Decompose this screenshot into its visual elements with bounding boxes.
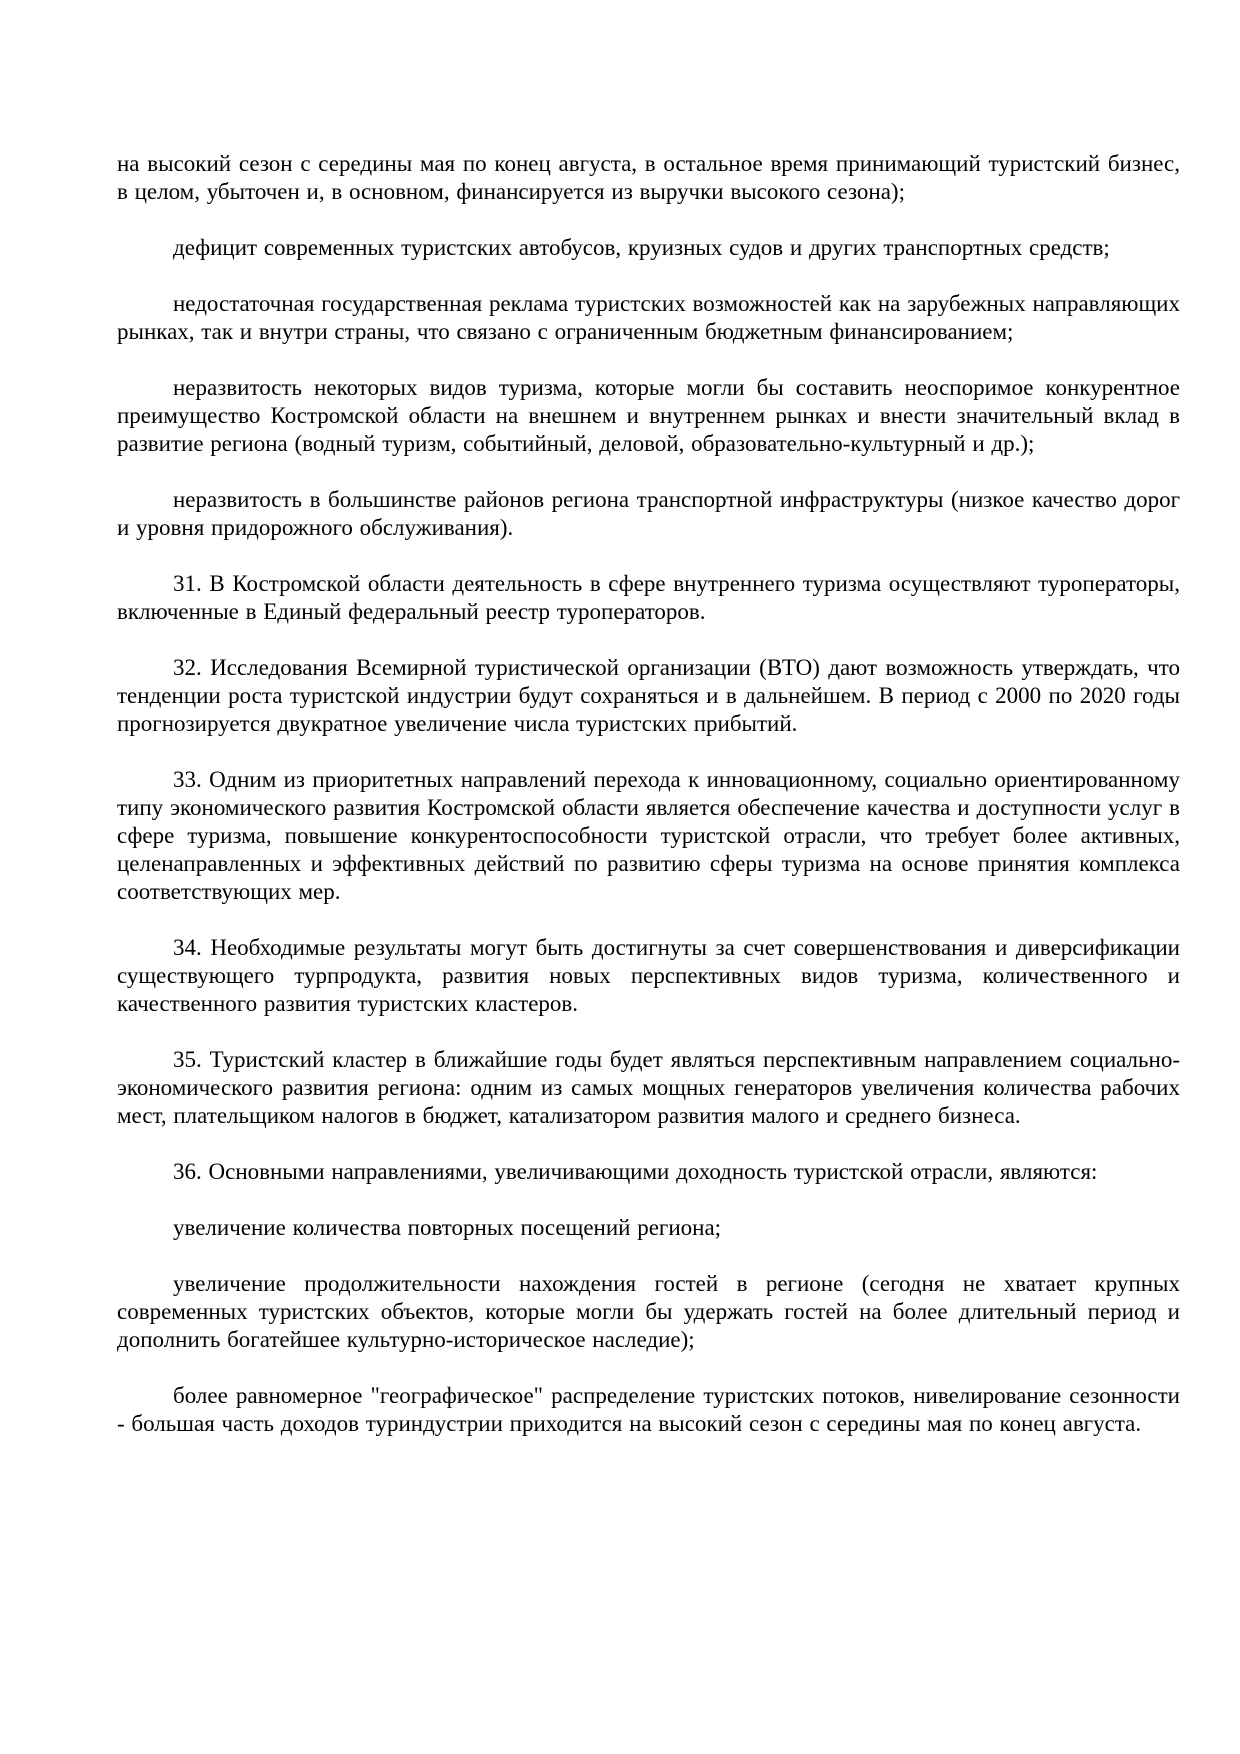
paragraph: 32. Исследования Всемирной туристической организации (ВТО) дают возможность утверждать, что тенденции роста туристской индустрии будут сохраняться и в дальнейшем. В период с 2000 по 2020 годы прогнозируется двукратное увеличение числа туристских прибытий. (117, 655, 1180, 736)
paragraph: на высокий сезон с середины мая по конец августа, в остальное время принимающий туристский бизнес, в целом, убыточен и, в основном, финансируется из выручки высокого сезона); (117, 151, 1180, 204)
paragraph: 36. Основными направлениями, увеличивающими доходность туристской отрасли, являются: (173, 1159, 1098, 1184)
paragraph: неразвитость некоторых видов туризма, которые могли бы составить неоспоримое конкурентное преимущество Костромской области на внешнем и внутреннем рынках и внести значительный вклад в развитие региона (водный туризм, событийный, деловой, образовательно-культурный и др.); (117, 375, 1180, 456)
paragraph: увеличение количества повторных посещений региона; (173, 1215, 722, 1240)
paragraph: 31. В Костромской области деятельность в сфере внутреннего туризма осуществляют туроператоры, включенные в Единый федеральный реестр туроператоров. (117, 571, 1180, 624)
paragraph: более равномерное "географическое" распределение туристских потоков, нивелирование сезонности - большая часть доходов туриндустрии приходится на высокий сезон с середины мая по конец августа. (117, 1383, 1180, 1436)
paragraph: недостаточная государственная реклама туристских возможностей как на зарубежных направляющих рынках, так и внутри страны, что связано с ограниченным бюджетным финансированием; (117, 291, 1180, 344)
paragraph: 33. Одним из приоритетных направлений перехода к инновационному, социально ориентированному типу экономического развития Костромской области является обеспечение качества и доступности услуг в сфере туризма, повышение конкурентоспособности туристской отрасли, что требует более активных, целенаправленных и эффективных действий по развитию сферы туризма на основе принятия комплекса соответствующих мер. (117, 767, 1180, 904)
paragraph: 34. Необходимые результаты могут быть достигнуты за счет совершенствования и диверсификации существующего турпродукта, развития новых перспективных видов туризма, количественного и качественного развития туристских кластеров. (117, 935, 1180, 1016)
paragraph: 35. Туристский кластер в ближайшие годы будет являться перспективным направлением социально-экономического развития региона: одним из самых мощных генераторов увеличения количества рабочих мест, плательщиком налогов в бюджет, катализатором развития малого и среднего бизнеса. (117, 1047, 1180, 1128)
document-body (117, 150, 1180, 1438)
paragraph: увеличение продолжительности нахождения гостей в регионе (сегодня не хватает крупных современных туристских объектов, которые могли бы удержать гостей на более длительный период и дополнить богатейшее культурно-историческое наследие); (117, 1271, 1180, 1352)
paragraph: дефицит современных туристских автобусов, круизных судов и других транспортных средств; (173, 235, 1110, 260)
paragraph: неразвитость в большинстве районов региона транспортной инфраструктуры (низкое качество дорог и уровня придорожного обслуживания). (117, 487, 1180, 540)
